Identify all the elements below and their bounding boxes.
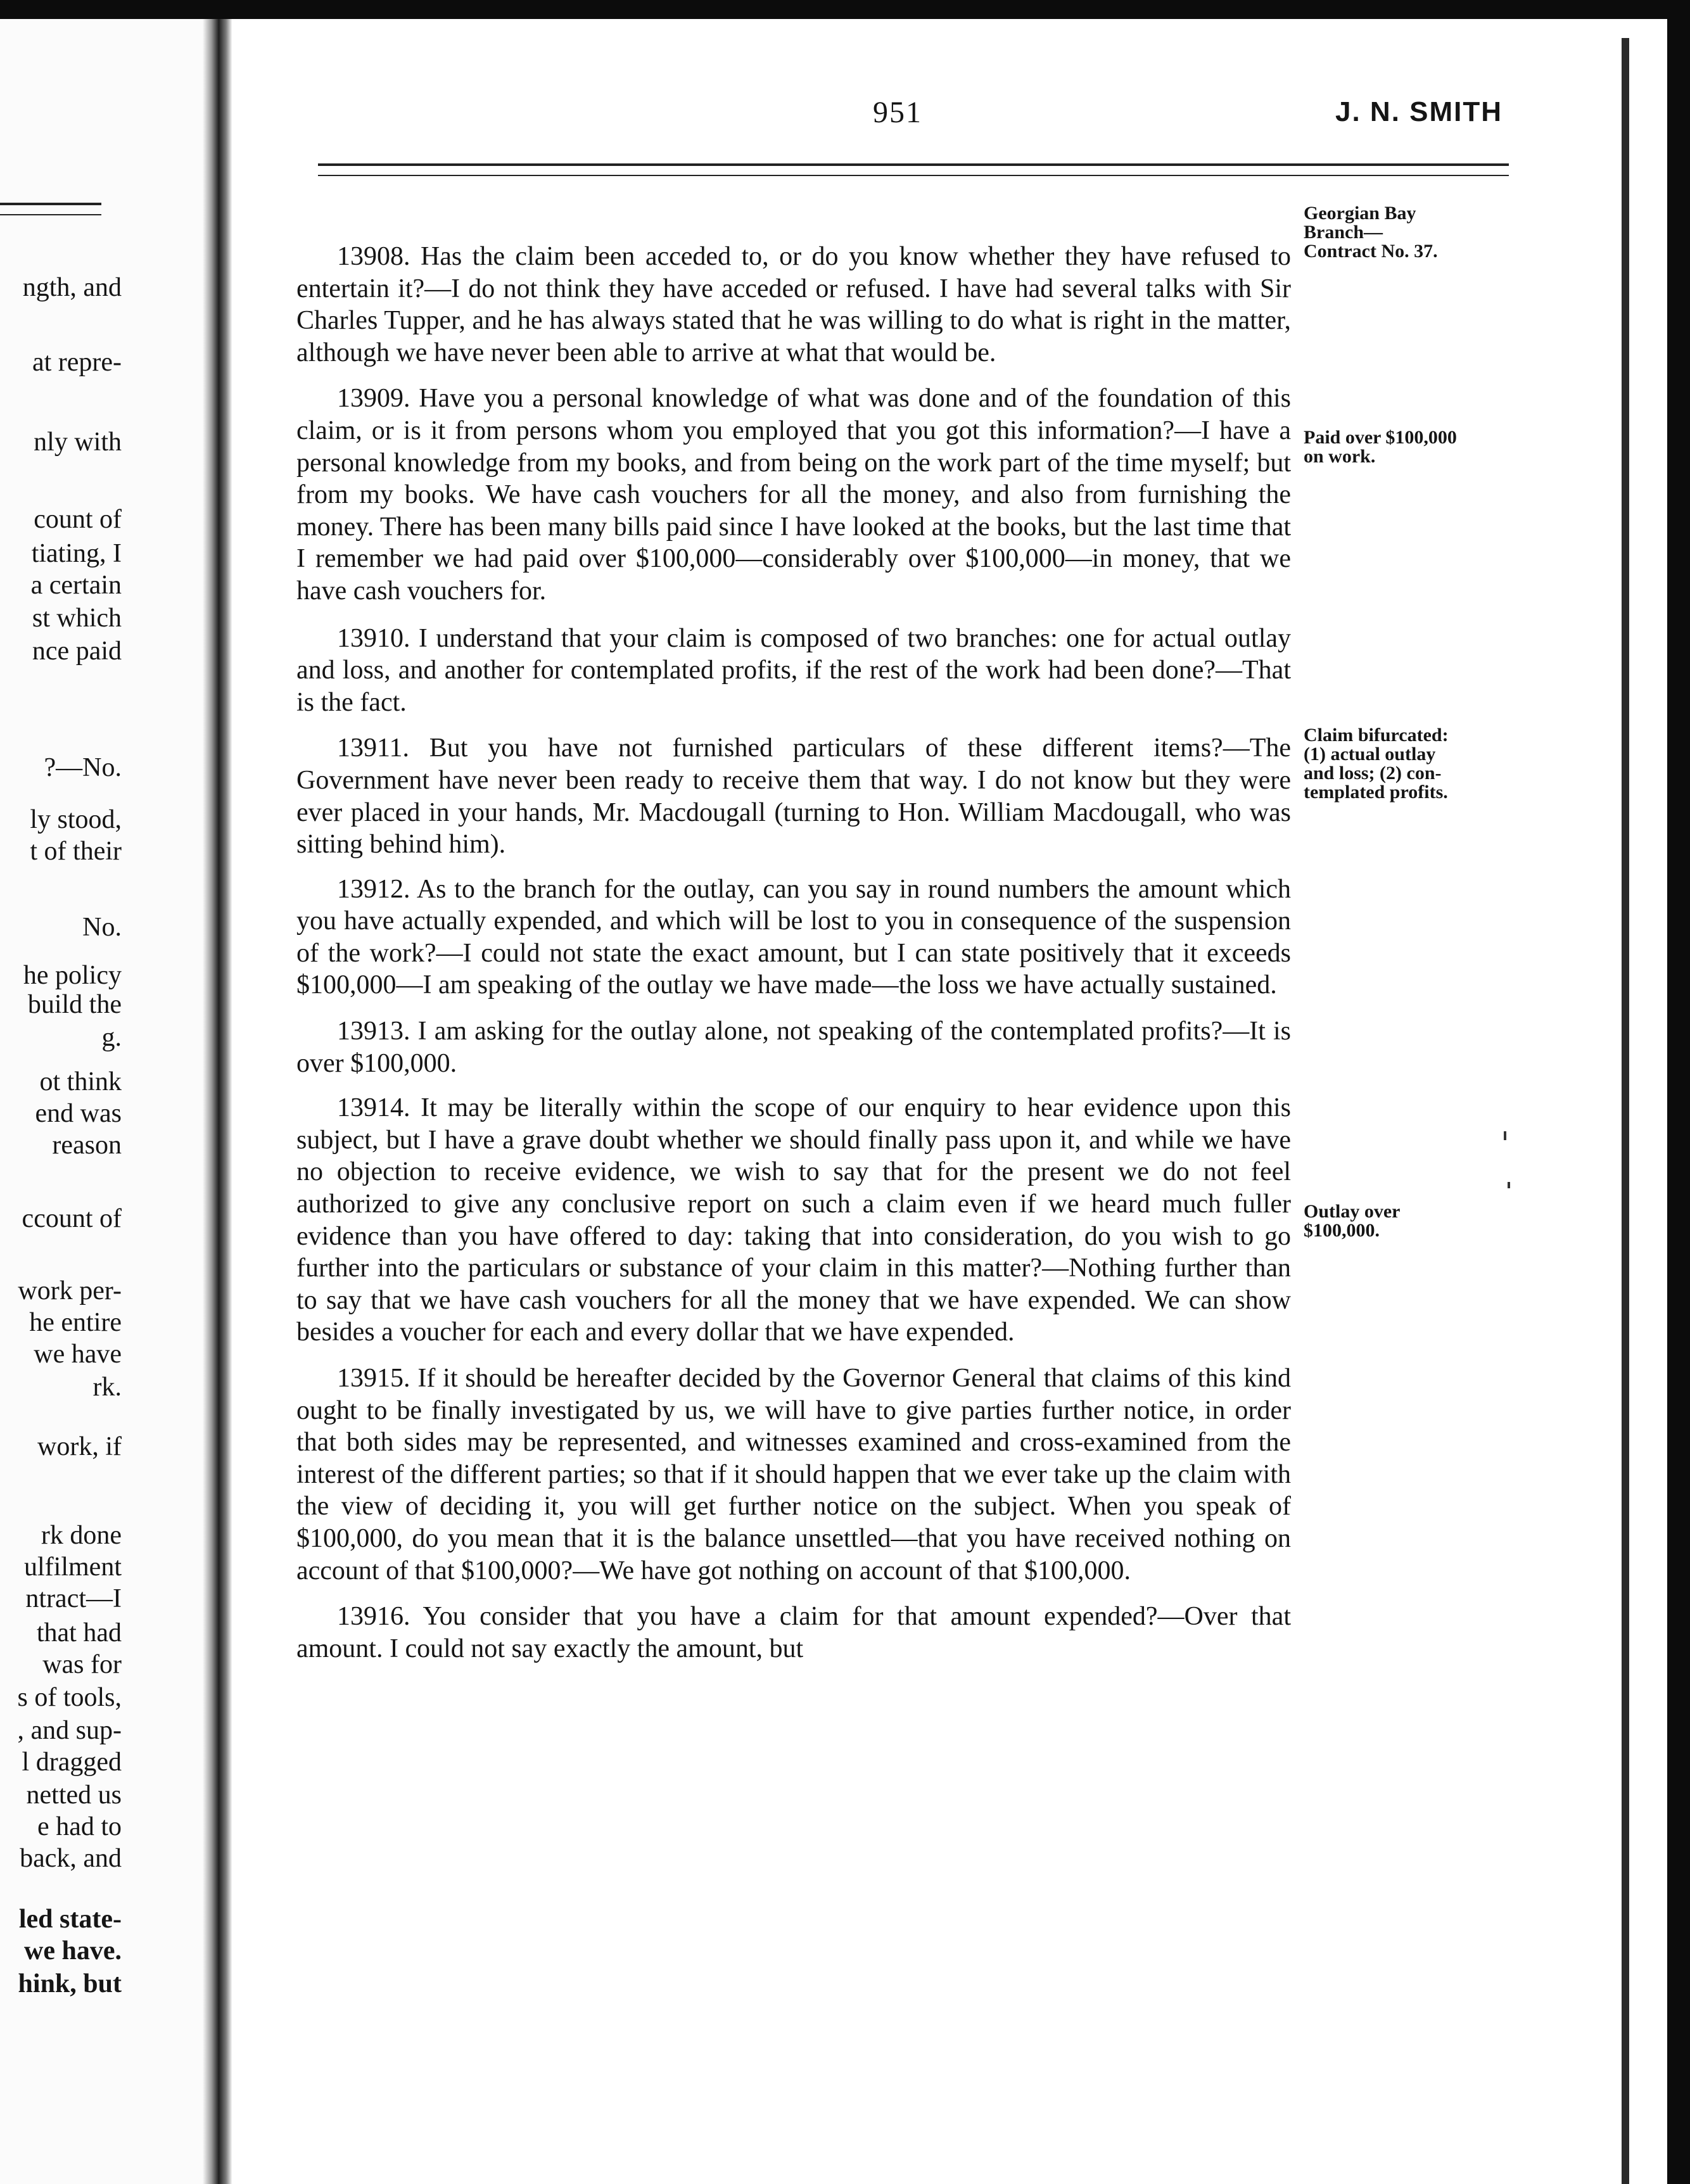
left-page-line-fragment: s of tools, [17, 1683, 122, 1712]
page-edge-shadow [1622, 38, 1629, 2184]
left-page-line-fragment: work, if [37, 1432, 122, 1461]
testimony-body [296, 241, 1291, 1677]
left-page [0, 19, 209, 2184]
margin-note-line: templated profits. [1304, 782, 1448, 803]
left-page-line-fragment: nly with [34, 428, 122, 457]
margin-note-line: Contract No. 37. [1304, 241, 1438, 262]
left-page-line-fragment: ccount of [22, 1204, 122, 1233]
left-page-line-fragment: end was [35, 1099, 122, 1128]
left-page-line-fragment: l dragged [22, 1748, 122, 1777]
question-number: 13908. [337, 242, 410, 271]
question-answer-text: As to the branch for the outlay, can you say in round numbers the amount which you have actually expended, and which will be lost to you in consequence of the suspension of the work?—I could not state the exact amount, but I can state positively that it exceeds $100,000—I am speaking of the outlay we have made—the loss we have actually sustained. [296, 874, 1291, 1000]
left-page-line-fragment: ulfilment [24, 1552, 122, 1582]
question-answer-text: It may be literally within the scope of our enquiry to hear evidence upon this subject, but I have a grave doubt whether we should finally pass upon it, and while we have no objection to receive evidence, we wish to say that for the present we do not feel authorized to give any conclusive report on such a claim even if we heard much fuller evidence than you have offered to day: taking that into consideration, do you wish to go further into the particulars or substance of your claim in this matter?—Nothing further than to say that we have cash vouchers for all the money that we have expended. We can show besides a voucher for each and every dollar that we have expended. [296, 1093, 1292, 1347]
page-number: 951 [873, 96, 922, 129]
left-page-line-fragment: nce paid [32, 637, 122, 666]
testimony-paragraph [296, 1015, 1291, 1079]
margin-note-line: Paid over $100,000 [1304, 427, 1457, 448]
margin-note-line: (1) actual outlay [1304, 744, 1436, 765]
question-number: 13916. [337, 1602, 410, 1632]
left-page-line-fragment: was for [42, 1650, 122, 1679]
margin-note-line: Georgian Bay [1304, 203, 1416, 224]
margin-note-line: Outlay over [1304, 1201, 1401, 1222]
margin-note-paid-over [1304, 428, 1519, 466]
margin-note-line: and loss; (2) con- [1304, 763, 1442, 784]
question-number: 13913. [337, 1017, 410, 1046]
left-page-line-fragment: ?—No. [44, 753, 122, 782]
question-number: 13912. [337, 874, 410, 904]
left-page-line-fragment: he policy [23, 961, 122, 990]
question-answer-text: I am asking for the outlay alone, not speaking of the contemplated profits?—It is over $100,000. [296, 1017, 1292, 1078]
book-gutter [203, 19, 232, 2184]
question-answer-text: Have you a personal knowledge of what was done and of the foundation of this claim, or is it from persons whom you employed that you got this information?—I have a personal knowledge from my books, and from being on the work part of the time myself; but from my books. We have cash vouchers for all the money, and also from furnishing the money. There has been many bills paid since I have looked at the books, but the last time that I remember we had paid over $100,000—considerably over $100,000—in money, that we have cash vouchers for. [296, 384, 1292, 606]
left-page-line-fragment: rk done [41, 1521, 122, 1550]
left-page-line-fragment: e had to [37, 1812, 122, 1841]
scan-top-border [0, 0, 1690, 19]
question-number: 13911. [337, 733, 409, 763]
left-page-line-fragment: we have. [24, 1936, 122, 1965]
testimony-paragraph [296, 1601, 1291, 1665]
left-page-line-fragment: g. [101, 1023, 122, 1052]
left-page-line-fragment: No. [82, 913, 122, 942]
left-page-line-fragment: t of their [30, 837, 122, 866]
left-page-line-fragment: at repre- [32, 348, 122, 377]
testimony-paragraph [296, 1362, 1291, 1587]
testimony-paragraph [296, 732, 1291, 860]
scan-speck [1508, 1182, 1510, 1188]
left-page-line-fragment: back, and [20, 1844, 122, 1873]
left-page-line-fragment: ngth, and [22, 273, 122, 302]
margin-note-line: Claim bifurcated: [1304, 725, 1449, 746]
margin-note-contract [1304, 204, 1519, 261]
left-page-line-fragment: a certain [30, 571, 122, 600]
question-answer-text: You consider that you have a claim for that amount expended?—Over that amount. I could not say exactly the amount, but [296, 1602, 1291, 1663]
question-number: 13909. [337, 384, 410, 414]
testimony-paragraph [296, 1092, 1291, 1349]
left-page-line-fragment: ly stood, [30, 805, 122, 834]
left-page-line-fragment: st which [32, 604, 122, 633]
testimony-paragraph [296, 873, 1291, 1001]
question-answer-text: Has the claim been acceded to, or do you know whether they have refused to entertain it?—I do not think they have acceded or refused. I have had several talks with Sir Charles Tupper, and he has always stated that he was willing to do what is right in the matter, although we have never been able to arrive at what that would be. [296, 242, 1292, 367]
left-page-line-fragment: we have [34, 1340, 122, 1369]
question-answer-text: But you have not furnished particulars of these different items?—The Government have never been ready to receive them that way. I do not know but they were ever placed in your hands, Mr. Macdougall (turning to Hon. William Macdougall, who was sitting behind him). [296, 733, 1291, 860]
margin-note-claim-bifurcated [1304, 726, 1519, 802]
question-answer-text: If it should be hereafter decided by the Governor General that claims of this kind ought to be finally investigated by us, we will have to give parties further notice, in order that both sides may be represented, and witnesses examined and cross-examined from the interest of the different parties; so that if it should happen that we ever take up the claim with the view of deciding it, you will get further notice on the subject. When you speak of $100,000, do you mean that it is the balance unsettled—that you have received nothing on account of that $100,000?—We have got nothing on account of that $100,000. [296, 1364, 1292, 1585]
margin-note-line: Branch— [1304, 222, 1383, 243]
question-number: 13910. [337, 623, 410, 653]
left-page-line-fragment: reason [52, 1131, 122, 1160]
header-rule [318, 163, 1509, 176]
left-page-line-fragment: count of [34, 505, 122, 534]
running-head: J. N. SMITH [1335, 96, 1503, 127]
testimony-paragraph [296, 623, 1291, 719]
left-page-line-fragment: build the [27, 990, 122, 1019]
left-page-line-fragment: netted us [26, 1781, 122, 1810]
left-page-line-fragment: that had [36, 1618, 122, 1648]
question-number: 13915. [337, 1364, 410, 1393]
scan-speck [1504, 1131, 1506, 1140]
margin-note-line: $100,000. [1304, 1220, 1380, 1241]
left-page-line-fragment: ntract—I [25, 1584, 122, 1613]
testimony-paragraph [296, 241, 1291, 369]
testimony-paragraph [296, 383, 1291, 607]
left-page-rule [0, 203, 101, 215]
question-answer-text: I understand that your claim is composed of two branches: one for actual outlay and loss, and another for contemplated profits, if the rest of the work had been done?—That is the fact. [296, 623, 1292, 717]
margin-note-line: on work. [1304, 446, 1376, 467]
left-page-line-fragment: rk. [92, 1373, 122, 1402]
question-number: 13914. [337, 1093, 410, 1123]
left-page-line-fragment: he entire [29, 1308, 122, 1337]
scan-right-border [1667, 0, 1690, 2184]
left-page-line-fragment: work per- [18, 1276, 122, 1305]
margin-note-outlay-over [1304, 1202, 1519, 1240]
left-page-line-fragment: hink, but [18, 1969, 122, 1998]
left-page-line-fragment: ot think [39, 1067, 122, 1096]
left-page-line-fragment: led state- [18, 1905, 122, 1934]
left-page-line-fragment: , and sup- [17, 1716, 122, 1745]
left-page-line-fragment: tiating, I [31, 539, 122, 568]
